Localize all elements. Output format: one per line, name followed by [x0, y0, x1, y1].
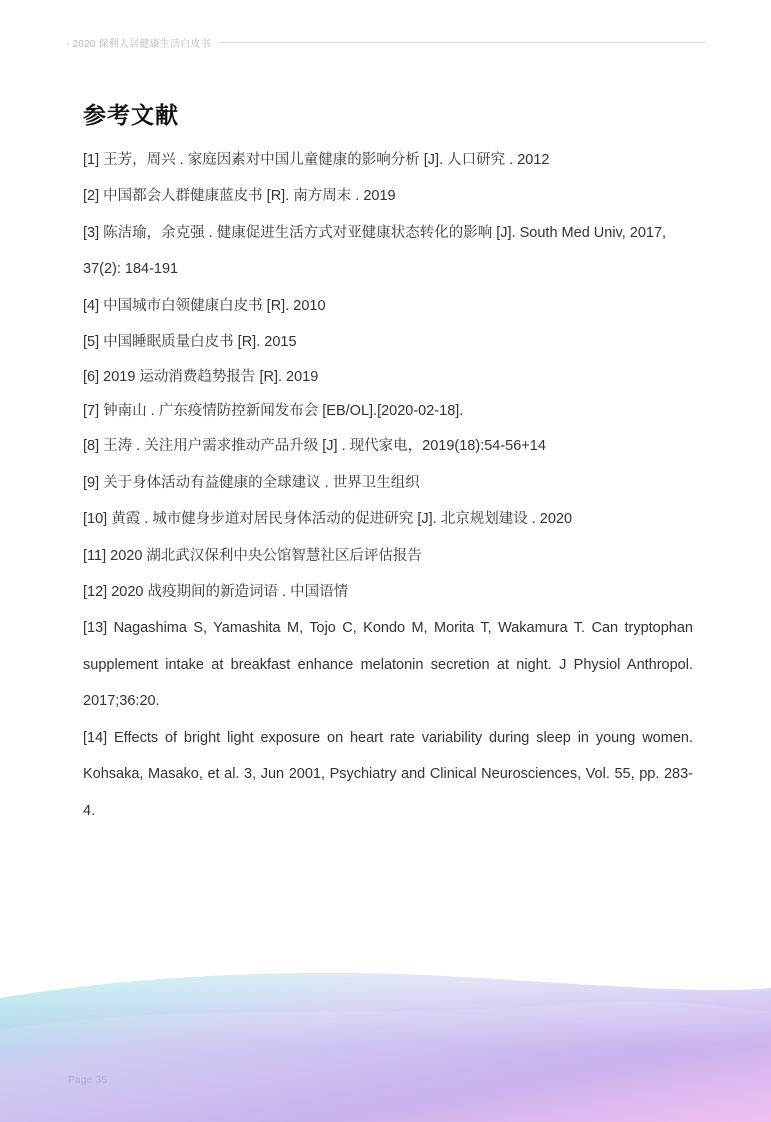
reference-item-5: [5] 中国睡眠质量白皮书 [R]. 2015: [83, 334, 297, 351]
reference-list: [83, 142, 693, 829]
reference-item-13: [13] Nagashima S, Yamashita M, Tojo C, Kondo M, Morita T, Wakamura T. Can tryptophan supplement intake at breakfast enhance melatonin secretion at night. J Physiol Anthropol. 2017;36:20.: [83, 620, 693, 710]
reference-item-7: [7] 钟南山 . 广东疫情防控新闻发布会 [EB/OL].[2020-02-18].: [83, 403, 464, 420]
reference-item-2: [2] 中国都会人群健康蓝皮书 [R]. 南方周末 . 2019: [83, 188, 396, 205]
reference-item-1: [1] 王芳，周兴 . 家庭因素对中国儿童健康的影响分析 [J]. 人口研究 . 2012: [83, 152, 550, 168]
reference-item-8: [8] 王涛 . 关注用户需求推动产品升级 [J] . 现代家电，2019(18):54-56+14: [83, 438, 546, 455]
page-number: Page 35: [68, 1075, 108, 1086]
running-header: [66, 35, 706, 50]
footer-gradient-wave: [0, 960, 771, 1122]
reference-item-11: [11] 2020 湖北武汉保利中央公馆智慧社区后评估报告: [83, 547, 422, 564]
reference-item-9: [9] 关于身体活动有益健康的全球建议 . 世界卫生组织: [83, 474, 420, 491]
page-title: 参考文献: [83, 102, 179, 128]
running-header-title: - 2020 保利人居健康生活白皮书: [66, 39, 211, 50]
reference-item-4: [4] 中国城市白领健康白皮书 [R]. 2010: [83, 297, 326, 314]
reference-item-6: [6] 2019 运动消费趋势报告 [R]. 2019: [83, 369, 319, 386]
reference-item-12: [12] 2020 战疫期间的新造词语 . 中国语情: [83, 584, 349, 601]
reference-item-10: [10] 黄霞 . 城市健身步道对居民身体活动的促进研究 [J]. 北京规划建设 . 2020: [83, 511, 573, 528]
reference-item-3: [3] 陈洁瑜，余克强 . 健康促进生活方式对亚健康状态转化的影响 [J]. South Med Univ, 2017, 37(2): 184-191: [83, 224, 667, 278]
header-divider: [219, 42, 706, 43]
reference-item-14: [14] Effects of bright light exposure on heart rate variability during sleep in young women. Kohsaka, Masako, et al. 3, Jun 2001, Psychiatry and Clinical Neurosciences, Vol. 55, pp. 283-4.: [83, 729, 693, 819]
